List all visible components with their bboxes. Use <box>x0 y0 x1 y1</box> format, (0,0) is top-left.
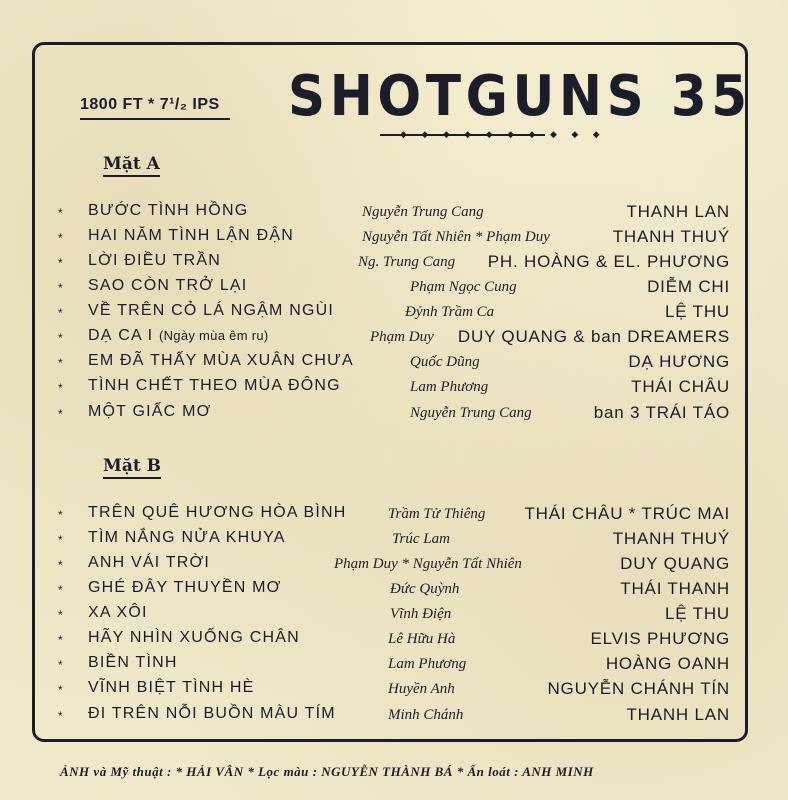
track-row <box>0 579 788 603</box>
track-row <box>0 227 788 251</box>
song-title: XA XÔI <box>88 604 148 621</box>
singer: THANH LAN <box>626 202 730 221</box>
song-title: TRÊN QUÊ HƯƠNG HÒA BÌNH <box>88 504 347 521</box>
song-title: ANH VÁI TRỜI <box>88 554 211 571</box>
singer: THANH LAN <box>626 705 730 724</box>
song-title: DẠ CA I <box>88 327 154 344</box>
credits-line: ẢNH và Mỹ thuật : * HẢI VÂN * Lọc màu : NGUYỄN THÀNH BÁ * Ấn loát : ANH MINH <box>60 764 594 779</box>
bullet-icon: * <box>58 356 63 370</box>
composer: Lê Hữu Hà <box>388 631 456 647</box>
singer: LỆ THU <box>665 302 730 321</box>
track-row <box>0 679 788 703</box>
track-row <box>0 302 788 326</box>
singer: DIỄM CHI <box>647 277 730 296</box>
singer: PH. HOÀNG & EL. PHƯƠNG <box>487 252 730 271</box>
track-row <box>0 352 788 376</box>
composer: Vĩnh Điện <box>390 606 452 622</box>
track-row <box>0 705 788 729</box>
bullet-icon: * <box>58 709 63 723</box>
song-title: MỘT GIẤC MƠ <box>88 403 212 420</box>
singer: LỆ THU <box>665 604 730 623</box>
speed-underline <box>80 118 230 120</box>
composer: Trúc Lam <box>392 531 450 547</box>
bullet-icon: * <box>58 633 63 647</box>
composer: Minh Chánh <box>388 707 464 723</box>
bullet-icon: * <box>58 381 63 395</box>
composer: Phạm Duy * Nguyễn Tất Nhiên <box>334 556 522 572</box>
bullet-icon: * <box>58 508 63 522</box>
song-title: BƯỚC TÌNH HỒNG <box>88 202 249 219</box>
singer: HOÀNG OANH <box>605 654 730 673</box>
singer: THÁI CHÂU <box>631 377 730 396</box>
bullet-icon: * <box>58 583 63 597</box>
song-subtitle: (Ngày mùa êm ru) <box>158 328 269 343</box>
song-title: VỀ TRÊN CỎ LÁ NGẬM NGÙI <box>88 302 335 319</box>
track-row <box>0 252 788 276</box>
song-title: BIỀN TÌNH <box>88 654 178 671</box>
composer: Ng. Trung Cang <box>358 254 456 270</box>
bullet-icon: * <box>58 256 63 270</box>
song-title: GHÉ ĐÂY THUYỀN MƠ <box>88 579 282 596</box>
bullet-icon: * <box>58 558 63 572</box>
album-title: SHOTGUNS 35 <box>288 64 752 129</box>
bullet-icon: * <box>58 407 63 421</box>
bullet-icon: * <box>58 658 63 672</box>
singer: DUY QUANG <box>620 554 730 573</box>
side-a-label: Mặt A <box>103 154 160 177</box>
track-row <box>0 377 788 401</box>
composer: Nguyễn Tất Nhiên * Phạm Duy <box>362 229 550 245</box>
song-title: HAI NĂM TÌNH LẬN ĐẬN <box>88 227 294 244</box>
composer: Quốc Dũng <box>410 354 480 370</box>
composer: Phạm Duy <box>370 329 434 345</box>
track-row <box>0 554 788 578</box>
song-title: TÌNH CHẾT THEO MÙA ĐÔNG <box>88 377 341 394</box>
song-title-group <box>88 327 269 345</box>
track-row <box>0 504 788 528</box>
singer: THÁI THANH <box>620 579 730 598</box>
singer: THANH THUÝ <box>612 529 730 548</box>
bullet-icon: * <box>58 683 63 697</box>
singer: DUY QUANG & ban DREAMERS <box>457 327 730 346</box>
track-row <box>0 604 788 628</box>
song-title: ĐI TRÊN NỖI BUỒN MÀU TÍM <box>88 705 336 722</box>
composer: Nguyễn Trung Cang <box>410 405 532 421</box>
track-row <box>0 529 788 553</box>
song-title: EM ĐÃ THẤY MÙA XUÂN CHƯA <box>88 352 354 369</box>
title-ornament: ◆ ◆ ◆ ◆ ◆ ◆ ◆ ◆ ◆ ◆ <box>400 129 606 139</box>
bullet-icon: * <box>58 306 63 320</box>
composer: Đỷnh Trầm Ca <box>405 304 495 320</box>
composer: Trầm Tử Thiêng <box>388 506 486 522</box>
track-row <box>0 202 788 226</box>
song-title: TÌM NẮNG NỬA KHUYA <box>88 529 286 546</box>
bullet-icon: * <box>58 533 63 547</box>
composer: Nguyễn Trung Cang <box>362 204 484 220</box>
song-title: HÃY NHÌN XUỐNG CHÂN <box>88 629 300 646</box>
song-title: LỜI ĐIỀU TRẦN <box>88 252 222 269</box>
singer: ELVIS PHƯƠNG <box>590 629 730 648</box>
singer: DẠ HƯƠNG <box>628 352 730 371</box>
tape-speed: 1800 FT * 7¹/₂ IPS <box>80 96 220 113</box>
composer: Lam Phương <box>410 379 489 395</box>
bullet-icon: * <box>58 231 63 245</box>
bullet-icon: * <box>58 608 63 622</box>
singer: THANH THUÝ <box>612 227 730 246</box>
singer: NGUYỄN CHÁNH TÍN <box>547 679 730 698</box>
composer: Huyền Anh <box>388 681 455 697</box>
song-title: SAO CÒN TRỞ LẠI <box>88 277 248 294</box>
composer: Phạm Ngọc Cung <box>410 279 517 295</box>
track-row <box>0 327 788 351</box>
bullet-icon: * <box>58 206 63 220</box>
bullet-icon: * <box>58 281 63 295</box>
track-row <box>0 654 788 678</box>
singer: THÁI CHÂU * TRÚC MAI <box>524 504 730 523</box>
side-b-label: Mặt B <box>103 456 161 479</box>
track-row <box>0 277 788 301</box>
track-row <box>0 629 788 653</box>
track-row <box>0 403 788 427</box>
composer: Lam Phương <box>388 656 467 672</box>
composer: Đức Quỳnh <box>390 581 460 597</box>
song-title: VĨNH BIỆT TÌNH HÈ <box>88 679 255 696</box>
bullet-icon: * <box>58 331 63 345</box>
singer: ban 3 TRÁI TÁO <box>593 403 730 422</box>
